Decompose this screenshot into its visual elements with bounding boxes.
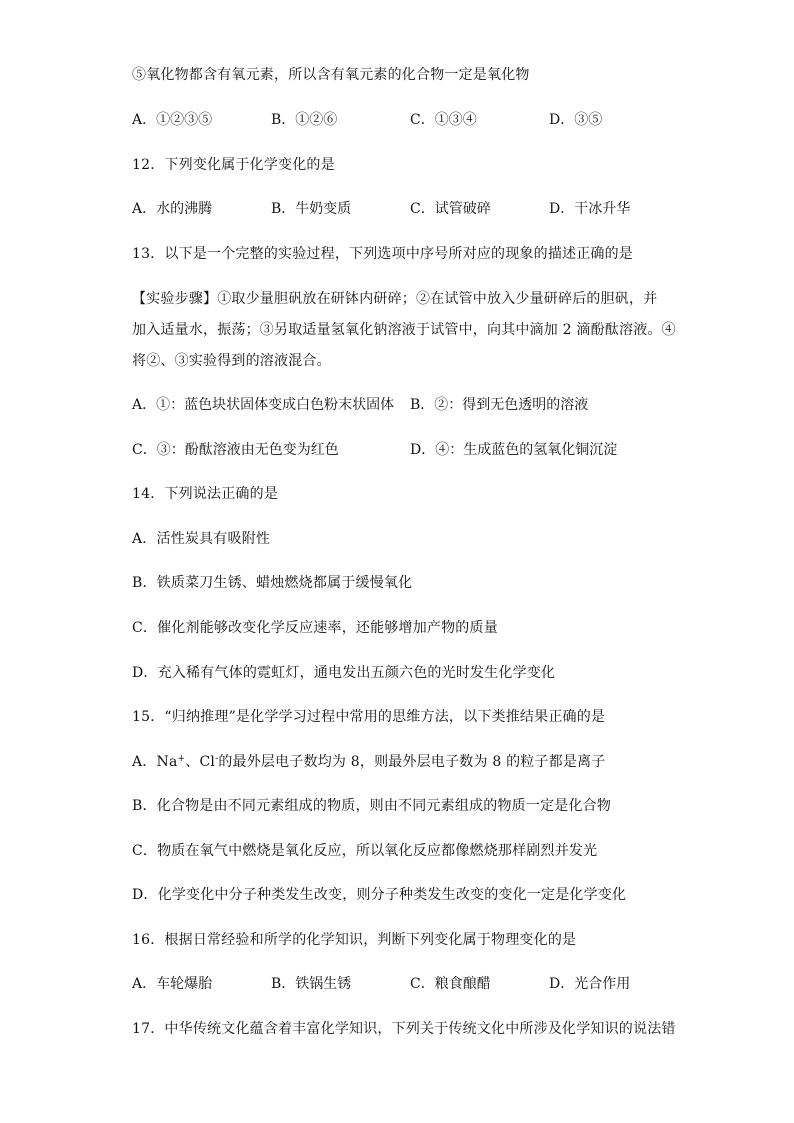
q13-steps-line-1: 【实验步骤】①取少量胆矾放在研钵内研碎；②在试管中放入少量研碎后的胆矾，并 — [132, 291, 658, 307]
q13-steps-line-3: 将②、③实验得到的溶液混合。 — [132, 353, 331, 369]
q15-option-d: D．化学变化中分子种类发生改变，则分子种类发生改变的变化一定是化学变化 — [132, 887, 627, 903]
q14-stem: 14．下列说法正确的是 — [132, 486, 279, 502]
q15-option-c: C．物质在氧气中燃烧是氧化反应，所以氧化反应都像燃烧那样剧烈并发光 — [132, 843, 598, 859]
q13-stem: 13．以下是一个完整的实验过程，下列选项中序号所对应的现象的描述正确的是 — [132, 246, 634, 262]
q16-option-c: C．粮食酿醋 — [410, 976, 491, 992]
q16-option-a: A．车轮爆胎 — [132, 976, 213, 992]
q13-option-b: B．②：得到无色透明的溶液 — [410, 397, 589, 413]
q17-stem: 17．中华传统文化蕴含着丰富化学知识，下列关于传统文化中所涉及化学知识的说法错 — [132, 1021, 676, 1037]
q11-option-a: A．①②③⑤ — [132, 112, 213, 128]
q15-option-a-text: 的最外层电子数均为 8，则最外层电子数为 8 的粒子都是离子 — [218, 754, 606, 770]
q15-option-a-prefix: A．Na — [132, 754, 178, 770]
q13-steps-line-2: 加入适量水，振荡；③另取适量氢氧化钠溶液于试管中，向其中滴加 2 滴酚酞溶液。④ — [132, 322, 676, 338]
q12-stem: 12．下列变化属于化学变化的是 — [132, 157, 335, 173]
q12-option-c: C．试管破碎 — [410, 201, 491, 217]
q13-option-d: D．④：生成蓝色的氢氧化铜沉淀 — [410, 442, 618, 458]
q12-option-a: A．水的沸腾 — [132, 201, 213, 217]
q13-option-c: C．③：酚酞溶液由无色变为红色 — [132, 442, 339, 458]
q16-option-b: B．铁锅生锈 — [271, 976, 352, 992]
q15-option-a-middle: 、Cl — [185, 754, 216, 770]
q15-stem: 15．“归纳推理”是化学学习过程中常用的思维方法，以下类推结果正确的是 — [132, 709, 606, 725]
q16-option-d: D．光合作用 — [549, 976, 631, 992]
q12-option-b: B．牛奶变质 — [271, 201, 352, 217]
q12-option-d: D．干冰升华 — [549, 201, 631, 217]
q11-statement-5: ⑤氧化物都含有氧元素，所以含有氧元素的化合物一定是氧化物 — [132, 67, 530, 83]
q14-option-d: D．充入稀有气体的霓虹灯，通电发出五颜六色的光时发生化学变化 — [132, 665, 556, 681]
q11-option-d: D．③⑤ — [549, 112, 603, 128]
q15-option-b: B．化合物是由不同元素组成的物质，则由不同元素组成的物质一定是化合物 — [132, 798, 612, 814]
q15-option-a-charge-1: + — [177, 754, 186, 764]
q14-option-b: B．铁质菜刀生锈、蜡烛燃烧都属于缓慢氧化 — [132, 575, 413, 591]
q11-option-b: B．①②⑥ — [271, 112, 338, 128]
q16-stem: 16．根据日常经验和所学的化学知识，判断下列变化属于物理变化的是 — [132, 932, 577, 948]
q11-option-c: C．①③④ — [410, 112, 477, 128]
q13-option-a: A．①：蓝色块状固体变成白色粉末状固体 — [132, 397, 395, 413]
q14-option-a: A．活性炭具有吸附性 — [132, 531, 271, 547]
q15-option-a — [132, 752, 605, 772]
q14-option-c: C．催化剂能够改变化学反应速率，还能够增加产物的质量 — [132, 620, 498, 636]
q15-option-a-charge-2: - — [215, 754, 219, 764]
